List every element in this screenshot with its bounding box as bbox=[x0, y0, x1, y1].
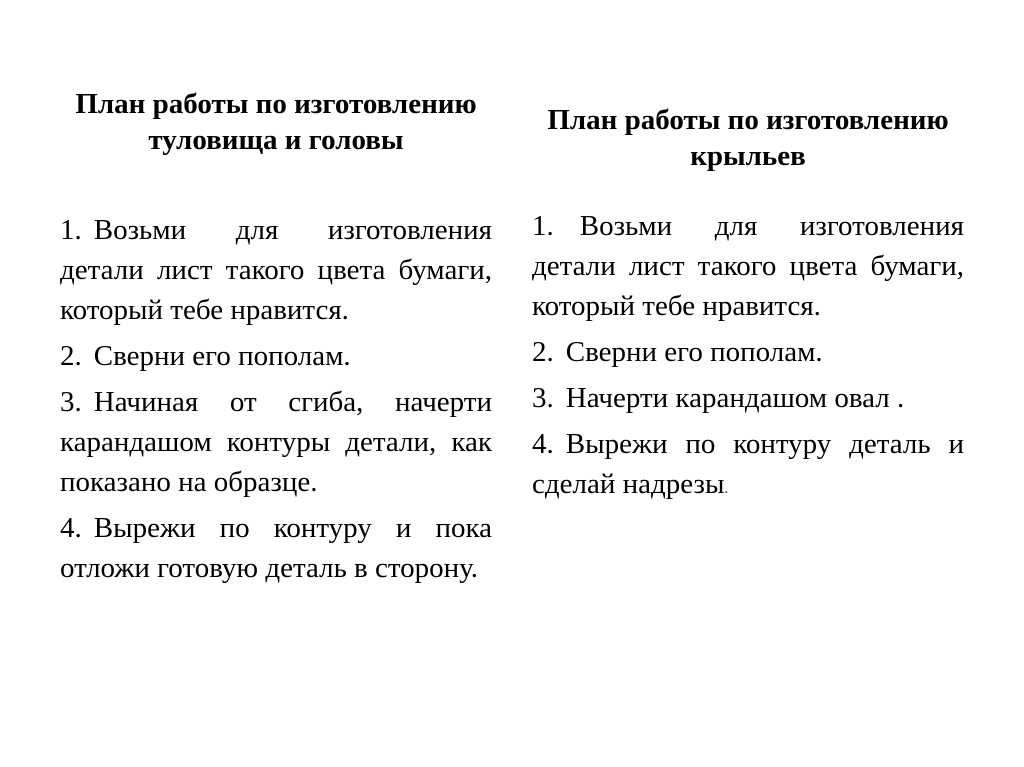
step-number: 4. bbox=[60, 512, 82, 544]
list-item bbox=[532, 424, 964, 510]
list-item bbox=[532, 332, 964, 372]
right-steps-list bbox=[532, 206, 964, 516]
step-text: Возьми для изготовления детали лист такого цвета бумаги, который тебе нравится. bbox=[60, 214, 492, 326]
step-end-punctuation: . bbox=[724, 482, 728, 497]
step-text: Начиная от сгиба, начерти карандашом контуры детали, как показано на образце. bbox=[60, 386, 492, 498]
list-item bbox=[532, 378, 964, 418]
list-item bbox=[60, 336, 492, 376]
list-item bbox=[60, 508, 492, 588]
step-number: 1. bbox=[60, 214, 82, 246]
step-text: Начерти карандашом овал . bbox=[565, 382, 905, 414]
step-number: 4. bbox=[532, 428, 554, 460]
left-title: План работы по изготовлению туловища и головы bbox=[75, 88, 477, 156]
step-number: 2. bbox=[60, 340, 82, 372]
step-text: Вырежи по контуру и пока отложи готовую деталь в сторону. bbox=[60, 512, 492, 584]
list-item bbox=[60, 210, 492, 330]
right-title: План работы по изготовлению крыльев bbox=[547, 104, 949, 172]
left-steps-list bbox=[60, 210, 492, 594]
step-number: 1. bbox=[532, 210, 554, 242]
list-item bbox=[60, 382, 492, 502]
step-text: Сверни его пополам. bbox=[93, 340, 351, 372]
step-number: 3. bbox=[60, 386, 82, 418]
step-text: Возьми для изготовления детали лист такого цвета бумаги, который тебе нравится. bbox=[532, 210, 964, 322]
step-text: Сверни его пополам. bbox=[565, 336, 823, 368]
step-number: 2. bbox=[532, 336, 554, 368]
step-number: 3. bbox=[532, 382, 554, 414]
list-item bbox=[532, 206, 964, 326]
step-text: Вырежи по контуру деталь и сделай надрезы bbox=[532, 428, 964, 500]
